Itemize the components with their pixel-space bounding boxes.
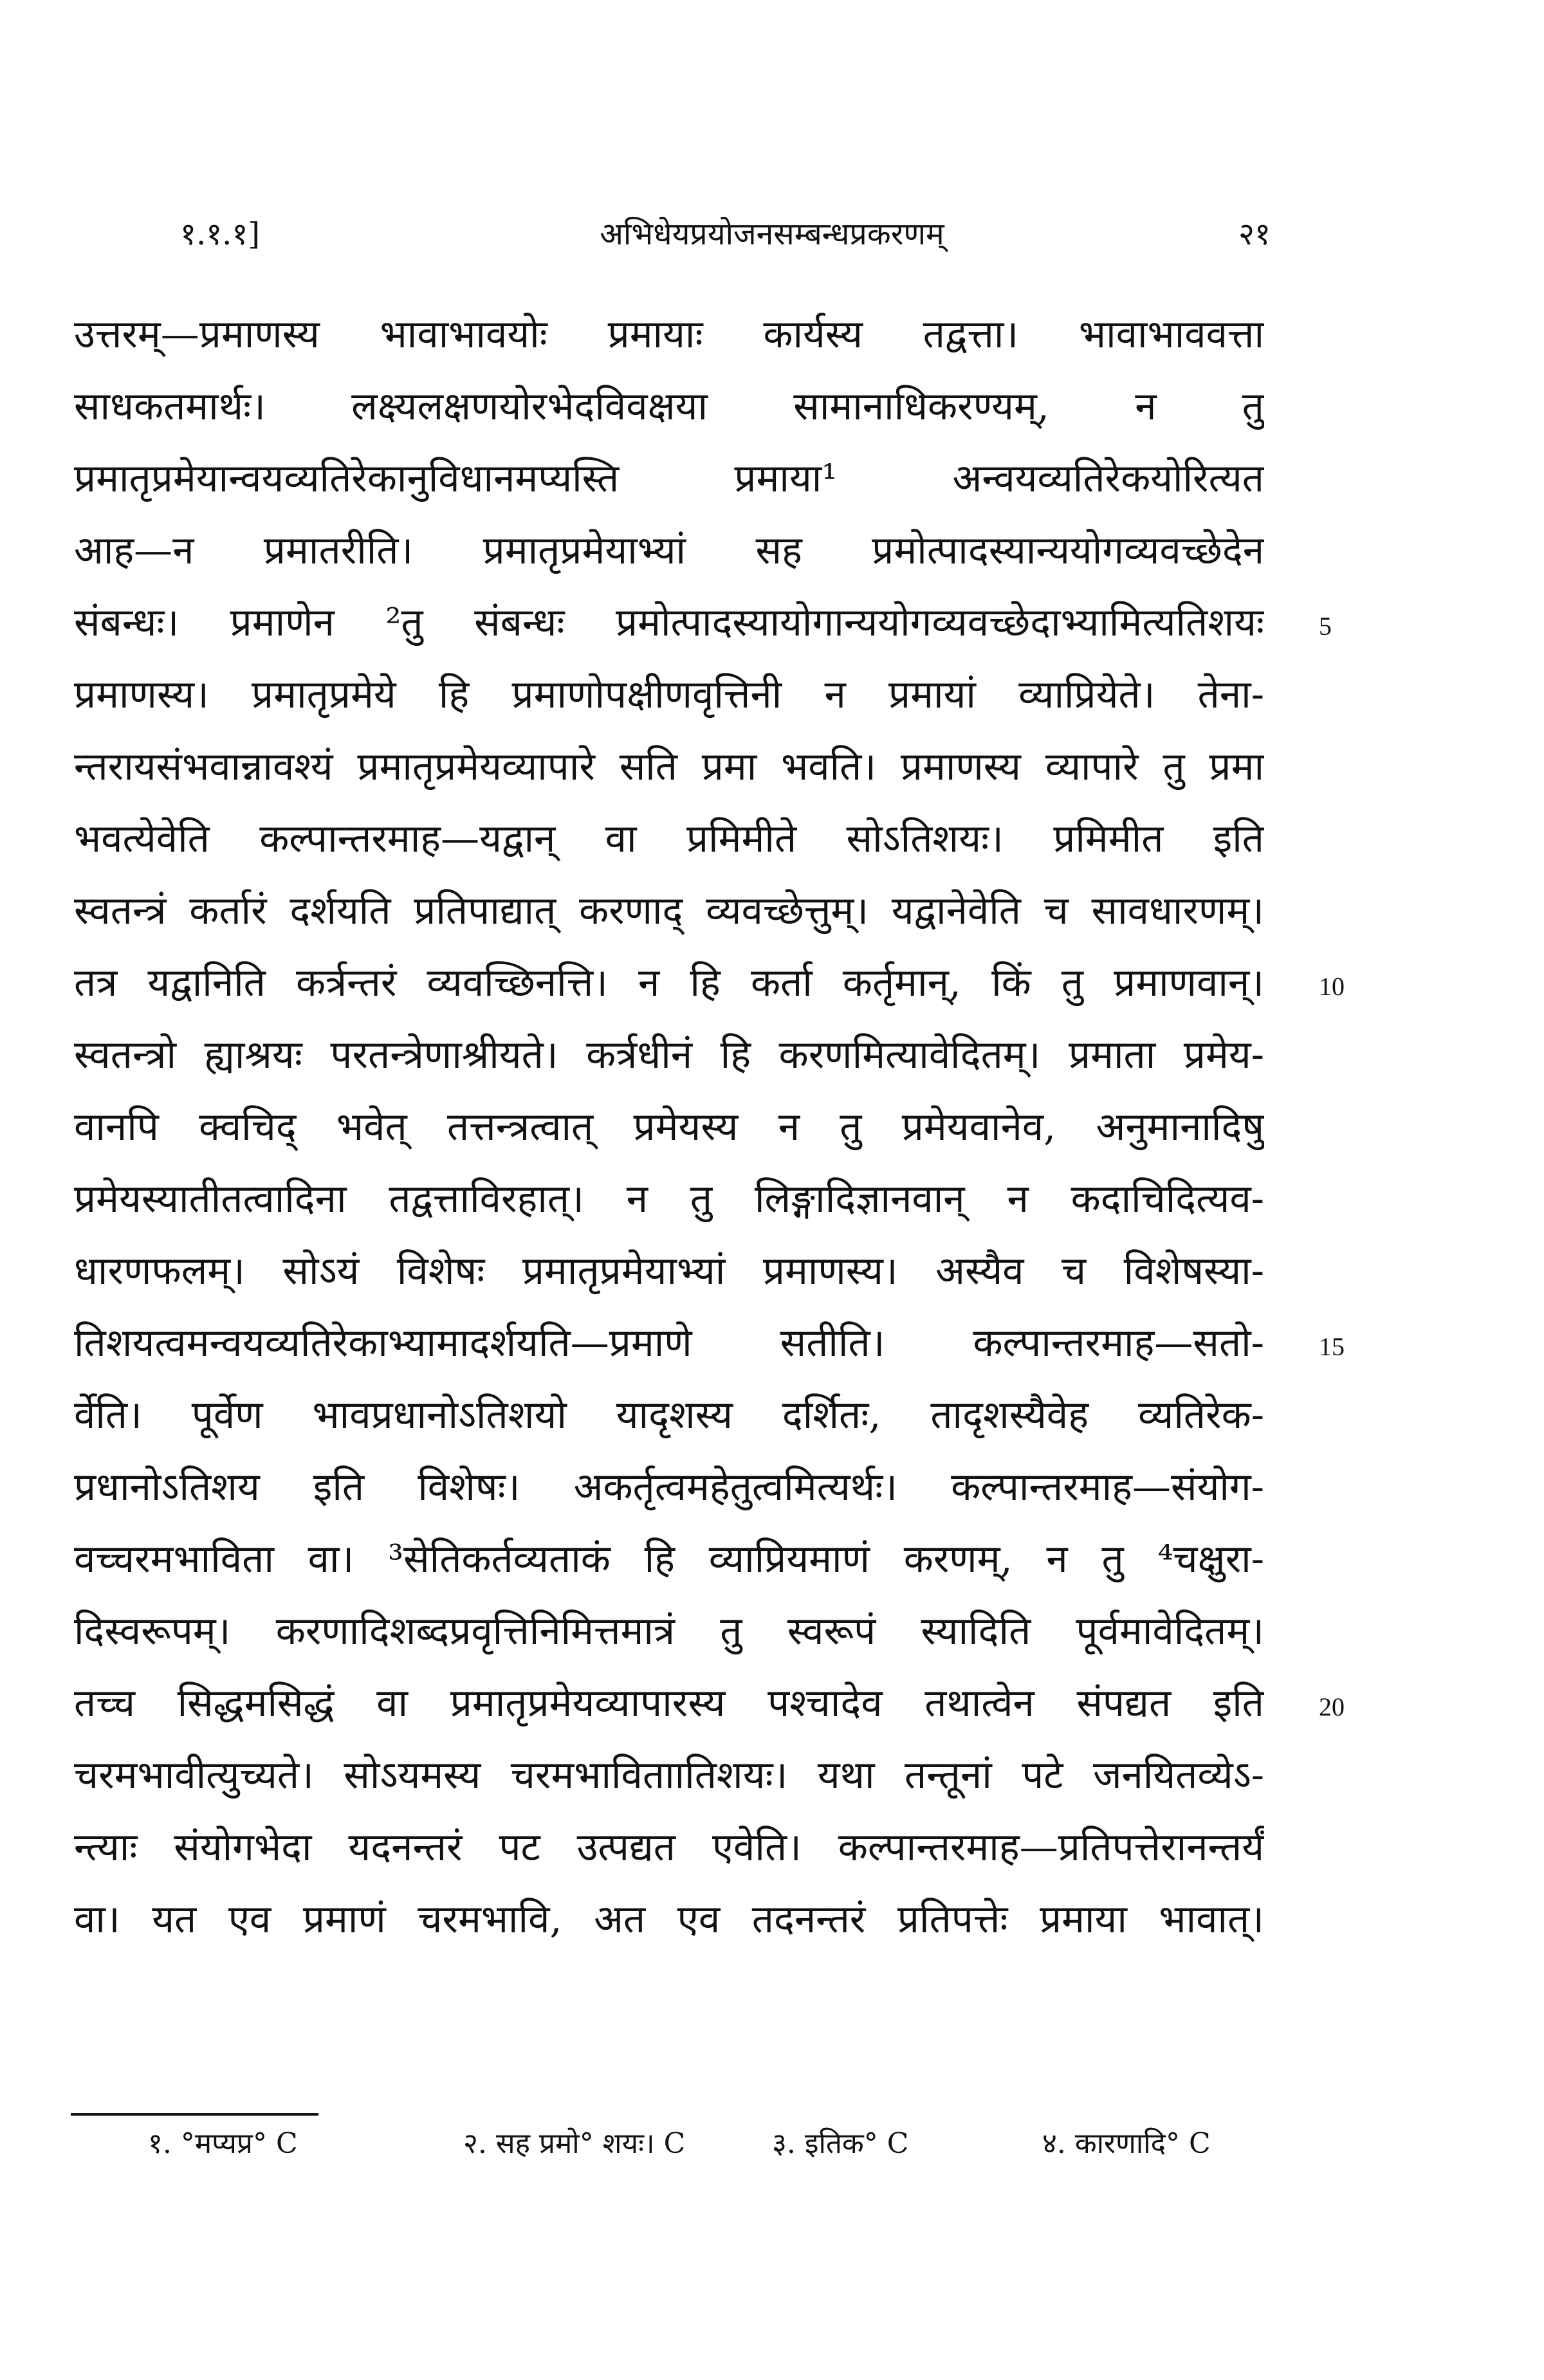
- text-line: तत्र यद्वानिति कर्त्रन्तरं व्यवच्छिनत्ति। न हि कर्ता कर्तृमान्, किं तु प्रमाणवान्।: [74, 960, 1264, 1005]
- footnote: ३. इतिक° C: [772, 2127, 909, 2160]
- line-number: 10: [1319, 972, 1345, 1001]
- text-line: प्रमातृप्रमेयान्वयव्यतिरेकानुविधानमप्यस्ति प्रमाया¹ अन्वयव्यतिरेकयोरित्यत: [74, 456, 1264, 501]
- page-number: २१: [1238, 216, 1271, 252]
- text-line: साधकतमार्थः। लक्ष्यलक्षणयोरभेदविवक्षया सामानाधिकरण्यम्, न तु: [74, 384, 1264, 429]
- text-line: न्तरायसंभवान्नावश्यं प्रमातृप्रमेयव्यापारे सति प्रमा भवति। प्रमाणस्य व्यापारे तु प्रमा: [74, 744, 1264, 789]
- text-line: स्वतन्त्रो ह्याश्रयः परतन्त्रेणाश्रीयते। कर्त्रधीनं हि करणमित्यावेदितम्। प्रमाता प्रमेय-: [74, 1032, 1264, 1077]
- text-line: उत्तरम्—प्रमाणस्य भावाभावयोः प्रमायाः कार्यस्य तद्वत्ता। भावाभाववत्ता: [74, 312, 1264, 357]
- chapter-title: अभिधेयप्रयोजनसम्बन्धप्रकरणम्: [600, 216, 944, 252]
- text-line: र्वेति। पूर्वेण भावप्रधानोऽतिशयो यादृशस्य दर्शितः, तादृशस्यैवेह व्यतिरेक-: [74, 1393, 1264, 1438]
- text-line: दिस्वरूपम्। करणादिशब्दप्रवृत्तिनिमित्तमात्रं तु स्वरूपं स्यादिति पूर्वमावेदितम्।: [74, 1609, 1264, 1654]
- text-line: संबन्धः। प्रमाणेन ²तु संबन्धः प्रमोत्पादस्यायोगान्ययोगव्यवच्छेदाभ्यामित्यतिशयः: [74, 600, 1264, 645]
- text-line: स्वतन्त्रं कर्तारं दर्शयति प्रतिपाद्यात् करणाद् व्यवच्छेत्तुम्। यद्वानेवेति च सावधारणम्।: [74, 888, 1264, 933]
- footnote-rule: [71, 2113, 318, 2116]
- text-line: वच्चरमभाविता वा। ³सेतिकर्तव्यताकं हि व्याप्रियमाणं करणम्, न तु ⁴चक्षुरा-: [74, 1537, 1264, 1582]
- running-header: [0, 212, 1544, 270]
- footnote: २. सह प्रमो° शयः। C: [463, 2127, 686, 2160]
- text-line: प्रधानोऽतिशय इति विशेषः। अकर्तृत्वमहेतुत्वमित्यर्थः। कल्पान्तरमाह—संयोग-: [74, 1465, 1264, 1510]
- footnote: ४. कारणादि° C: [1042, 2127, 1211, 2160]
- text-line: न्त्याः संयोगभेदा यदनन्तरं पट उत्पद्यत एवेति। कल्पान्तरमाह—प्रतिपत्तेरानन्तर्यं: [74, 1825, 1264, 1870]
- text-line: तच्च सिद्धमसिद्धं वा प्रमातृप्रमेयव्यापारस्य पश्चादेव तथात्वेन संपद्यत इति: [74, 1681, 1264, 1726]
- text-line: भवत्येवेति कल्पान्तरमाह—यद्वान् वा प्रमिमीते सोऽतिशयः। प्रमिमीत इति: [74, 816, 1264, 861]
- line-number: 20: [1319, 1692, 1345, 1721]
- text-line: वा। यत एव प्रमाणं चरमभावि, अत एव तदनन्तरं प्रतिपत्तेः प्रमाया भावात्।: [74, 1897, 1264, 1942]
- line-number: 15: [1319, 1332, 1345, 1361]
- section-number: १.१.१]: [180, 216, 261, 252]
- footnotes: [0, 2123, 1544, 2181]
- text-line: वानपि क्वचिद् भवेत् तत्तन्त्रत्वात् प्रमेयस्य न तु प्रमेयवानेव, अनुमानादिषु: [74, 1104, 1264, 1149]
- text-line: तिशयत्वमन्वयव्यतिरेकाभ्यामादर्शयति—प्रमाणे सतीति। कल्पान्तरमाह—सतो-: [74, 1321, 1264, 1366]
- line-number: 5: [1319, 612, 1332, 641]
- text-line: आह—न प्रमातरीति। प्रमातृप्रमेयाभ्यां सह प्रमोत्पादस्यान्ययोगव्यवच्छेदेन: [74, 528, 1264, 573]
- text-line: प्रमेयस्यातीतत्वादिना तद्वत्ताविरहात्। न तु लिङ्गादिज्ञानवान् न कदाचिदित्यव-: [74, 1176, 1264, 1222]
- text-line: धारणफलम्। सोऽयं विशेषः प्रमातृप्रमेयाभ्यां प्रमाणस्य। अस्यैव च विशेषस्या-: [74, 1249, 1264, 1294]
- text-line: प्रमाणस्य। प्रमातृप्रमेये हि प्रमाणोपक्षीणवृत्तिनी न प्रमायां व्याप्रियेते। तेना-: [74, 672, 1264, 717]
- footnote: १. °मप्यप्र° C: [148, 2127, 298, 2160]
- text-line: चरमभावीत्युच्यते। सोऽयमस्य चरमभाविताातिशयः। यथा तन्तूनां पटे जनयितव्येऽ-: [74, 1753, 1264, 1798]
